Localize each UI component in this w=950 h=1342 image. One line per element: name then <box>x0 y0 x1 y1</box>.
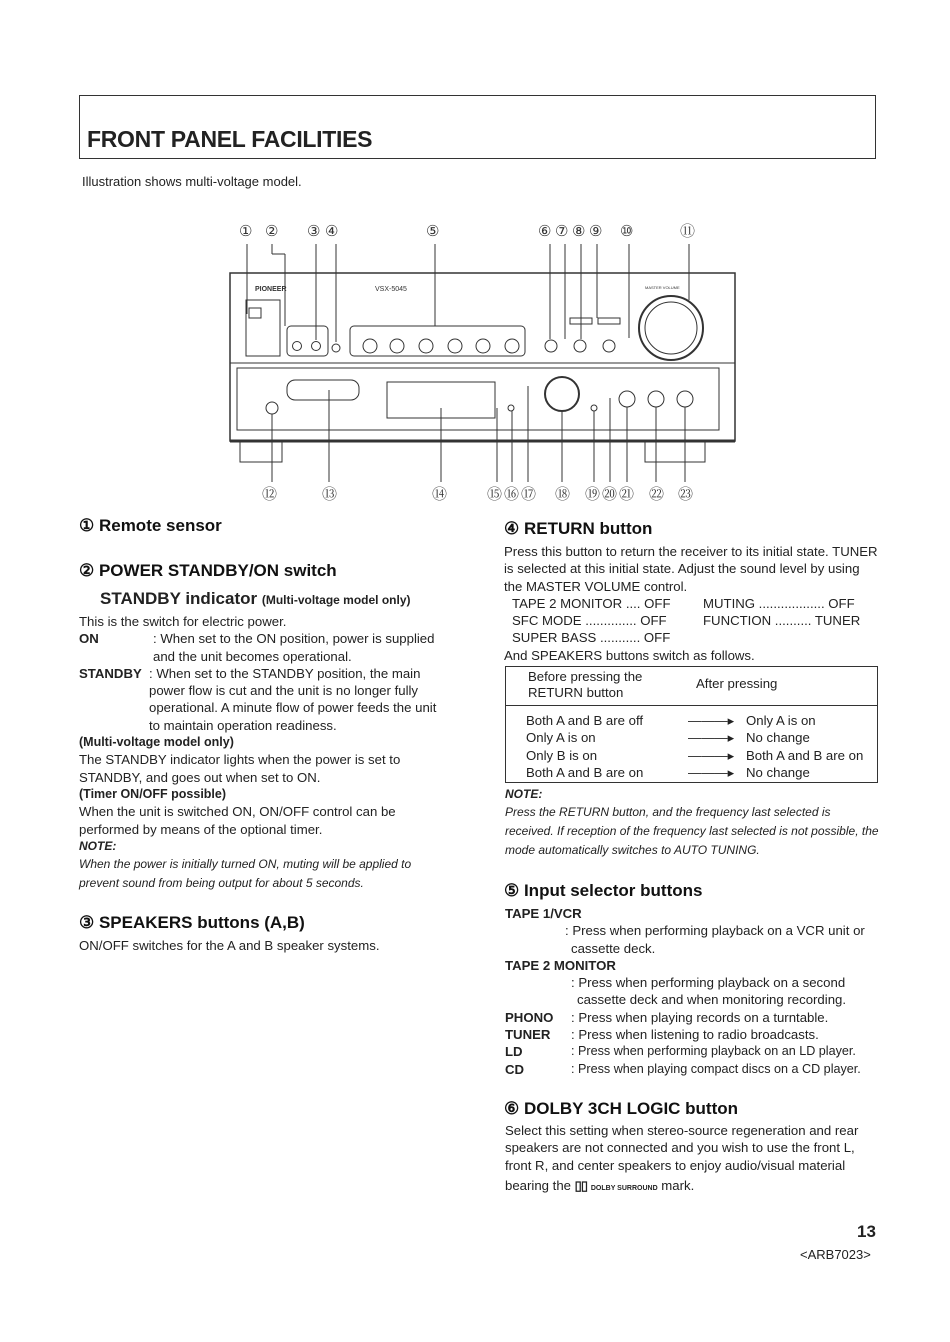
callout-12: ⑫ <box>262 485 278 503</box>
dolby-body: Select this setting when stereo-source regeneration and rear speakers are not connected and you wish to use the front L, front R, and center speakers to enjoy audio/visual material bearing the ▯▯ DOLBY SURROUND mark. <box>505 1122 879 1197</box>
callout-19: ⑲ <box>585 485 601 503</box>
callout-11: ⑪ <box>680 222 696 240</box>
table-row: Only B is on ―――▸ Both A and B are on <box>526 747 864 763</box>
callout-18: ⑱ <box>555 485 571 503</box>
arrow-icon: ―――▸ <box>688 730 735 746</box>
callout-8: ⑧ <box>572 222 586 240</box>
callout-21: ㉑ <box>619 485 635 503</box>
callout-22: ㉒ <box>649 485 665 503</box>
initial-state-list: TAPE 2 MONITOR .... OFF MUTING .................. OFF SFC MODE .............. OFF FUNCTION .......... TUNER SUPER BASS ........... OFF <box>512 595 861 646</box>
callout-9: ⑨ <box>589 222 603 240</box>
table-row: Only A is on ―――▸ No change <box>526 730 810 746</box>
section-remote-sensor-title: ① Remote sensor <box>79 516 222 535</box>
callout-2: ② <box>265 222 279 240</box>
callout-14: ⑭ <box>432 485 448 503</box>
return-note: NOTE: Press the RETURN button, and the frequency last selected is received. If reception of the frequency last selected is not possible, the mode automatically switches to AUTO TUNING. <box>505 787 879 858</box>
return-section-body: Press this button to return the receiver to its initial state. TUNER is selected at this initial state. Adjust the sound level by using the MASTER VOLUME control. TAPE 2 MONITOR .... OFF MUTING .................. OFF SFC MODE .............. OFF FUNCTION .......... TUNER SUPER BASS ........... OFF And SPEAKERS buttons switch as follows. <box>504 544 878 663</box>
callout-16: ⑯ <box>504 485 520 503</box>
top-callouts <box>239 222 695 240</box>
brand-label: PIONEER <box>255 286 287 293</box>
arrow-icon: ―――▸ <box>688 764 735 780</box>
speakers-text: ON/OFF switches for the A and B speaker systems. <box>79 938 380 953</box>
callout-13: ⑬ <box>322 485 338 503</box>
callout-3: ③ <box>307 222 321 240</box>
master-volume-label: MASTER VOLUME <box>645 285 680 290</box>
list-item: PHONO : Press when playing records on a turntable. <box>505 1009 829 1025</box>
section-input-selector-title: ⑤ Input selector buttons <box>504 881 703 900</box>
return-table <box>505 666 878 783</box>
section-speakers-title: ③ SPEAKERS buttons (A,B) <box>79 913 305 932</box>
section-power-title: ② POWER STANDBY/ON switch <box>79 561 337 580</box>
power-section-body: This is the switch for electric power. ON : When set to the ON position, power is supplied and the unit becomes operational. STANDBY : When set to the STANDBY position, the main power flow is cut and the unit is no longer fully operational. A minute flow of power feeds the unit to maintain operation readiness. (Multi-voltage model only) The STANDBY indicator lights when the power is set to STANDBY, and goes out when set to ON. (Timer ON/OFF possible) When the unit is switched ON, ON/OFF control can be performed by means of the optional timer. NOTE: When the power is initially turned ON, muting will be applied to prevent sound from being output for about 5 seconds. <box>79 613 451 893</box>
callout-1: ① <box>239 222 253 240</box>
section-dolby-title: ⑥ DOLBY 3CH LOGIC button <box>504 1099 739 1118</box>
list-item: LD : Press when performing playback on an LD player. <box>505 1044 856 1060</box>
page-number: 13 <box>857 1222 876 1241</box>
dolby-logo-icon: ▯▯ <box>574 1177 588 1193</box>
front-panel-illustration <box>225 218 740 503</box>
callout-17: ⑰ <box>521 485 537 503</box>
model-label: VSX-5045 <box>375 286 407 293</box>
table-row: Both A and B are on ―――▸ No change <box>526 764 810 780</box>
return-table-header: Before pressing the RETURN button After pressing <box>506 667 877 706</box>
section-return-title: ④ RETURN button <box>504 519 653 538</box>
callout-7: ⑦ <box>555 222 569 240</box>
callout-23: ㉓ <box>678 485 694 503</box>
bottom-callouts <box>262 485 693 503</box>
standby-definition: STANDBY : When set to the STANDBY position, the main power flow is cut and the unit is no longer fully operational. A minute flow of power feeds the unit to maintain operation readiness. <box>79 665 437 733</box>
callout-20: ⑳ <box>602 485 618 503</box>
arrow-icon: ―――▸ <box>688 747 735 763</box>
callout-6: ⑥ <box>538 222 552 240</box>
illustration-caption: Illustration shows multi-voltage model. <box>82 174 302 189</box>
table-row: Both A and B are off ―――▸ Only A is on <box>526 713 816 728</box>
callout-10: ⑩ <box>620 222 634 240</box>
page-title: FRONT PANEL FACILITIES <box>87 126 373 152</box>
callout-4: ④ <box>325 222 339 240</box>
document-code: <ARB7023> <box>800 1247 871 1262</box>
list-item: CD : Press when playing compact discs on a CD player. <box>505 1061 861 1077</box>
input-selector-body: TAPE 1/VCR : Press when performing playback on a VCR unit or cassette deck. TAPE 2 MONITOR : Press when performing playback on a second cassette deck and when monitoring recording. PHONO : Press when playing records on a turntable. TUNER : Press when listening to radio broadcasts. LD : Press when performing playback on an LD player. CD : Press when playing compact discs on a CD player. <box>505 905 879 1078</box>
callout-15: ⑮ <box>487 485 503 503</box>
arrow-icon: ―――▸ <box>688 713 735 728</box>
return-table-body <box>506 706 877 781</box>
dolby-bearing-line: bearing the ▯▯ DOLBY SURROUND mark. <box>505 1177 695 1193</box>
standby-indicator-title: STANDBY indicator (Multi-voltage model only) <box>100 589 411 608</box>
list-item: TUNER : Press when listening to radio broadcasts. <box>505 1027 819 1043</box>
on-definition: ON : When set to the ON position, power is supplied and the unit becomes operational. <box>79 631 435 664</box>
callout-5: ⑤ <box>426 222 440 240</box>
